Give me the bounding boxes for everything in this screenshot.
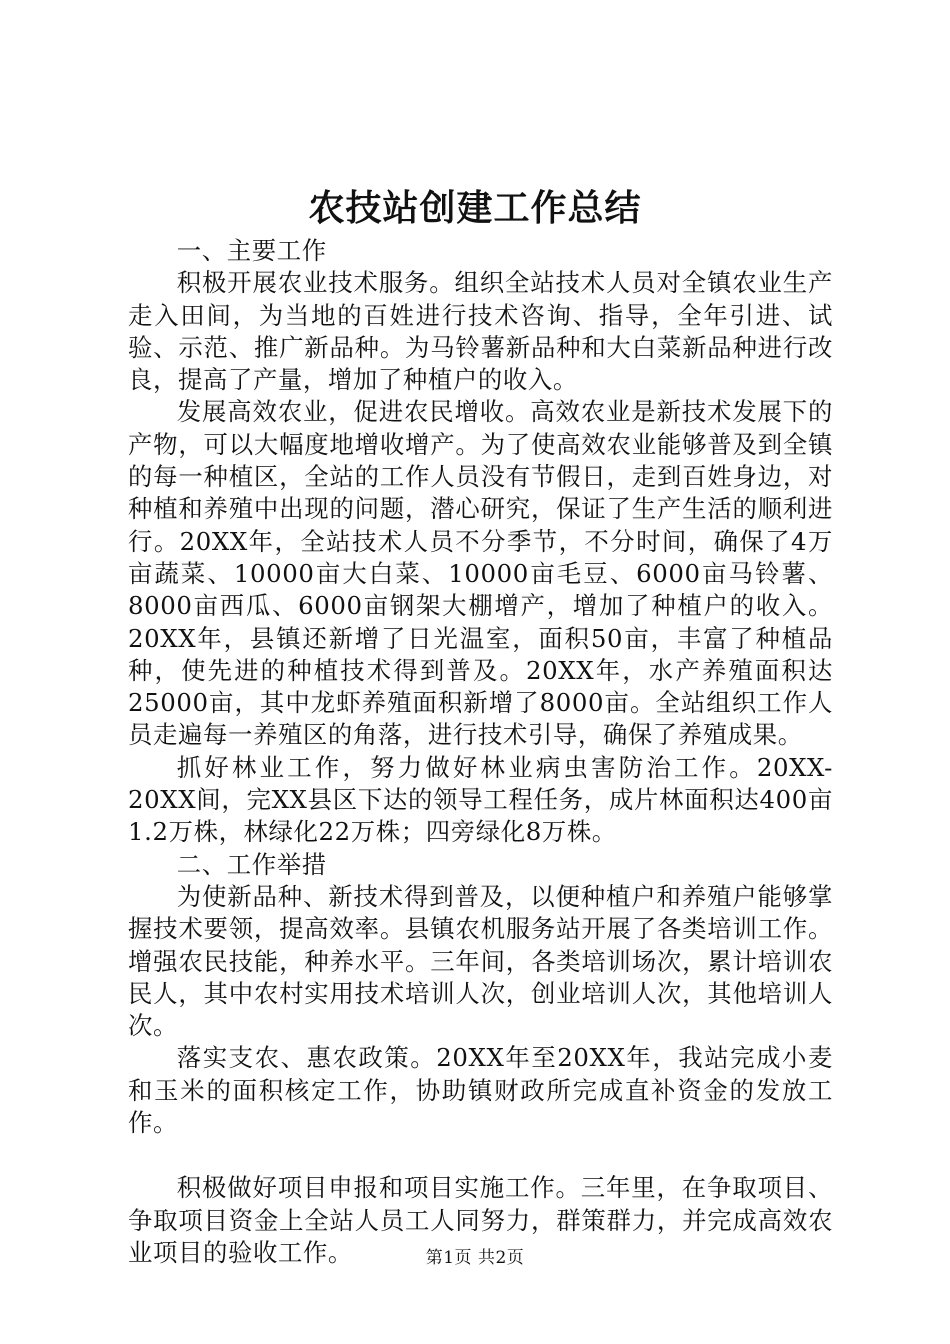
section-heading-measures: 二、工作举措: [176, 849, 327, 879]
paragraph-efficient-agriculture: 发展高效农业，促进农民增收。高效农业是新技术发展下的产物，可以大幅度地增收增产。为了使高效农业能够普及到全镇的每一种植区，全站的工作人员没有节假日，走到百姓身边，对种植和养殖中出现的问题，潜心研究，保证了生产生活的顺利进行。20XX年，全站技术人员不分季节，不分时间，确保了4万亩蔬菜、10000亩大白菜、10000亩毛豆、6000亩马铃薯、8000亩西瓜、6000亩钢架大棚增产，增加了种植户的收入。20XX年，县镇还新增了日光温室，面积50亩，丰富了种植品种，使先进的种植技术得到普及。20XX年，水产养殖面积达25000亩，其中龙虾养殖面积新增了8000亩。全站组织工作人员走遍每一养殖区的角落，进行技术引导，确保了养殖成果。: [128, 397, 833, 750]
document-title: 农技站创建工作总结: [308, 187, 642, 229]
page-number-footer: 第1页 共2页: [425, 1248, 525, 1268]
paragraph-spacer: [128, 1139, 833, 1172]
paragraph-forestry: 抓好林业工作，努力做好林业病虫害防治工作。20XX-20XX间，完XX县区下达的领导工程任务，成片林面积达400亩1.2万株，林绿化22万株；四旁绿化8万株。: [128, 752, 833, 847]
paragraph-tech-service: 积极开展农业技术服务。组织全站技术人员对全镇农业生产走入田间，为当地的百姓进行技术咨询、指导，全年引进、试验、示范、推广新品种。为马铃薯新品种和大白菜新品种进行改良，提高了产量，增加了种植户的收入。: [128, 268, 833, 395]
paragraph-policy: 落实支农、惠农政策。20XX年至20XX年，我站完成小麦和玉米的面积核定工作，协助镇财政所完成直补资金的发放工作。: [128, 1043, 833, 1138]
document-body: [128, 235, 833, 1269]
paragraph-training: 为使新品种、新技术得到普及，以便种植户和养殖户能够掌握技术要领，提高效率。县镇农机服务站开展了各类培训工作。增强农民技能，种养水平。三年间，各类培训场次，累计培训农民人，其中农村实用技术培训人次，创业培训人次，其他培训人次。: [128, 881, 833, 1041]
paragraph-projects: 积极做好项目申报和项目实施工作。三年里，在争取项目、争取项目资金上全站人员工人同努力，群策群力，并完成高效农业项目的验收工作。: [128, 1173, 833, 1267]
section-heading-main-work: 一、主要工作: [176, 236, 327, 265]
